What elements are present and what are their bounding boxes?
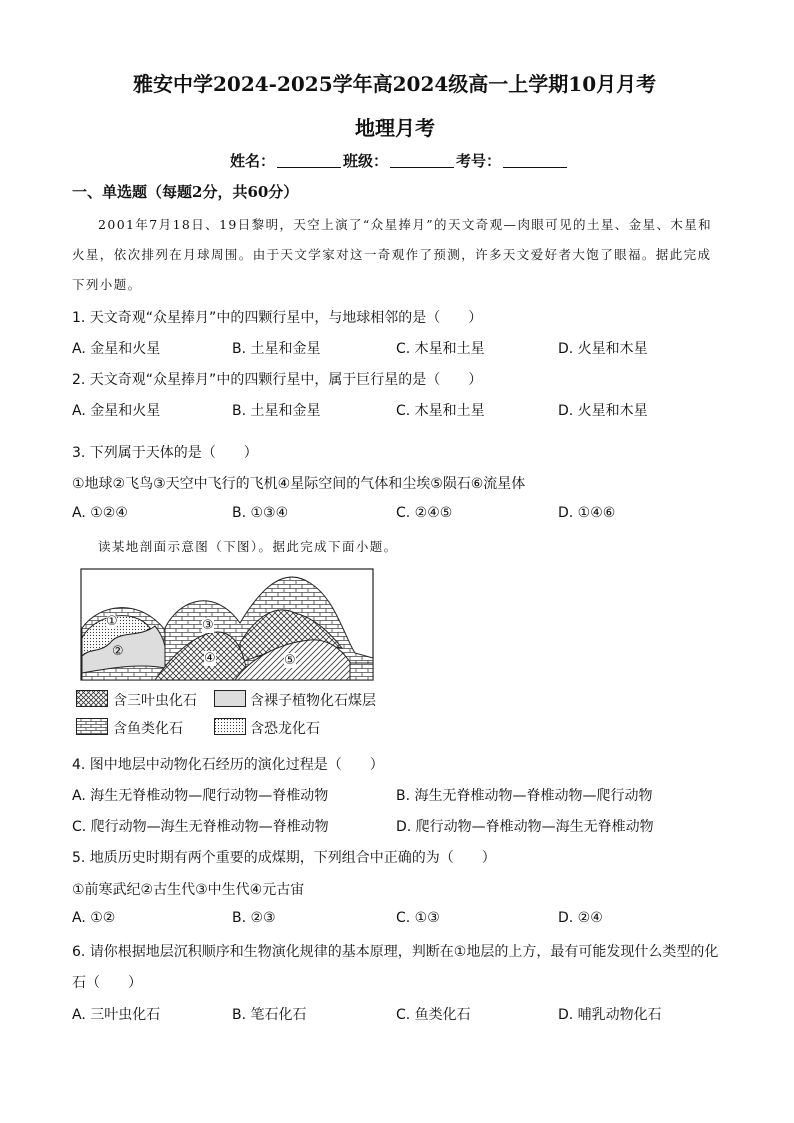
passage1-line1: 2001年7月18日、19日黎明，天空上演了“众星捧月”的天文奇观—肉眼可见的土星、金星、木星和 (98, 217, 713, 232)
passage2-text: 读某地剖面示意图（下图）。据此完成下面小题。 (98, 539, 398, 554)
class-blank[interactable] (390, 153, 454, 168)
q1-option-a[interactable]: A. 金星和火星 (72, 341, 161, 357)
student-info-line (230, 150, 569, 171)
class-label: 班级： (343, 152, 389, 170)
q6-option-c[interactable]: C. 鱼类化石 (396, 1007, 471, 1023)
q1-option-d[interactable]: D. 火星和木星 (558, 341, 648, 357)
q1-option-c[interactable]: C. 木星和土星 (396, 341, 485, 357)
q4-option-c[interactable]: C. 爬行动物—海生无脊椎动物—脊椎动物 (72, 819, 329, 835)
q3-option-a[interactable]: A. ①②④ (72, 505, 128, 521)
q3-option-c[interactable]: C. ②④⑤ (396, 505, 453, 521)
exam-no-blank[interactable] (503, 153, 567, 168)
question-3-items: ①地球②飞鸟③天空中飞行的飞机④星际空间的气体和尘埃⑤陨石⑥流星体 (72, 476, 526, 492)
q4-option-a[interactable]: A. 海生无脊椎动物—爬行动物—脊椎动物 (72, 788, 329, 804)
question-3-stem: 3. 下列属于天体的是（ ） (72, 445, 258, 461)
question-6-stem-line1: 6. 请你根据地层沉积顺序和生物演化规律的基本原理，判断在①地层的上方，最有可能发现什么类型的化 (72, 944, 719, 960)
legend-label-trilobite: 含三叶虫化石 (113, 693, 197, 709)
q5-option-d[interactable]: D. ②④ (558, 910, 603, 926)
layer-label-3: ③ (202, 618, 214, 633)
q6-option-a[interactable]: A. 三叶虫化石 (72, 1007, 161, 1023)
legend-swatch-trilobite (76, 690, 108, 707)
exam-no-label: 考号： (456, 152, 502, 170)
question-4-stem: 4. 图中地层中动物化石经历的演化过程是（ ） (72, 757, 384, 773)
passage1-line2: 火星，依次排列在月球周围。由于天文学家对这一奇观作了预测，许多天文爱好者大饱了眼福。据此完成 (72, 247, 712, 262)
question-2-stem: 2. 天文奇观“众星捧月”中的四颗行星中，属于巨行星的是（ ） (72, 372, 483, 388)
geologic-cross-section (80, 568, 374, 681)
layer-label-1: ① (106, 614, 118, 629)
legend-swatch-fish (76, 718, 108, 735)
q4-option-b[interactable]: B. 海生无脊椎动物—脊椎动物—爬行动物 (396, 788, 653, 804)
layer-label-4: ④ (204, 651, 216, 666)
passage1-line3: 下列小题。 (72, 277, 142, 292)
q2-option-a[interactable]: A. 金星和火星 (72, 403, 161, 419)
legend-swatch-gymnosperm (214, 690, 246, 707)
question-5-items: ①前寒武纪②古生代③中生代④元古宙 (72, 882, 305, 898)
exam-subtitle: 地理月考 (355, 116, 435, 140)
layer-label-5: ⑤ (284, 653, 296, 668)
q5-option-a[interactable]: A. ①② (72, 910, 116, 926)
question-1-stem: 1. 天文奇观“众星捧月”中的四颗行星中，与地球相邻的是（ ） (72, 310, 483, 326)
legend-swatch-dinosaur (214, 718, 246, 735)
q2-option-d[interactable]: D. 火星和木星 (558, 403, 648, 419)
q3-option-b[interactable]: B. ①③④ (232, 505, 289, 521)
q4-option-d[interactable]: D. 爬行动物—脊椎动物—海生无脊椎动物 (396, 819, 654, 835)
legend-label-dinosaur: 含恐龙化石 (250, 721, 320, 737)
q6-option-d[interactable]: D. 哺乳动物化石 (558, 1007, 662, 1023)
legend-label-fish: 含鱼类化石 (113, 721, 183, 737)
q3-option-d[interactable]: D. ①④⑥ (558, 505, 616, 521)
question-6-stem-line2: 石（ ） (72, 975, 142, 991)
question-5-stem: 5. 地质历史时期有两个重要的成煤期，下列组合中正确的为（ ） (72, 850, 496, 866)
name-blank[interactable] (277, 153, 341, 168)
legend-label-gymnosperm: 含裸子植物化石煤层 (250, 693, 376, 709)
section-heading: 一、单选题（每题2分，共60分） (72, 183, 299, 201)
layer-label-2: ② (112, 644, 124, 659)
exam-title: 雅安中学2024-2025学年高2024级高一上学期10月月考 (133, 72, 657, 96)
name-label: 姓名： (230, 152, 276, 170)
q5-option-c[interactable]: C. ①③ (396, 910, 440, 926)
q2-option-b[interactable]: B. 土星和金星 (232, 403, 321, 419)
q5-option-b[interactable]: B. ②③ (232, 910, 276, 926)
q1-option-b[interactable]: B. 土星和金星 (232, 341, 321, 357)
q6-option-b[interactable]: B. 笔石化石 (232, 1007, 307, 1023)
q2-option-c[interactable]: C. 木星和土星 (396, 403, 485, 419)
